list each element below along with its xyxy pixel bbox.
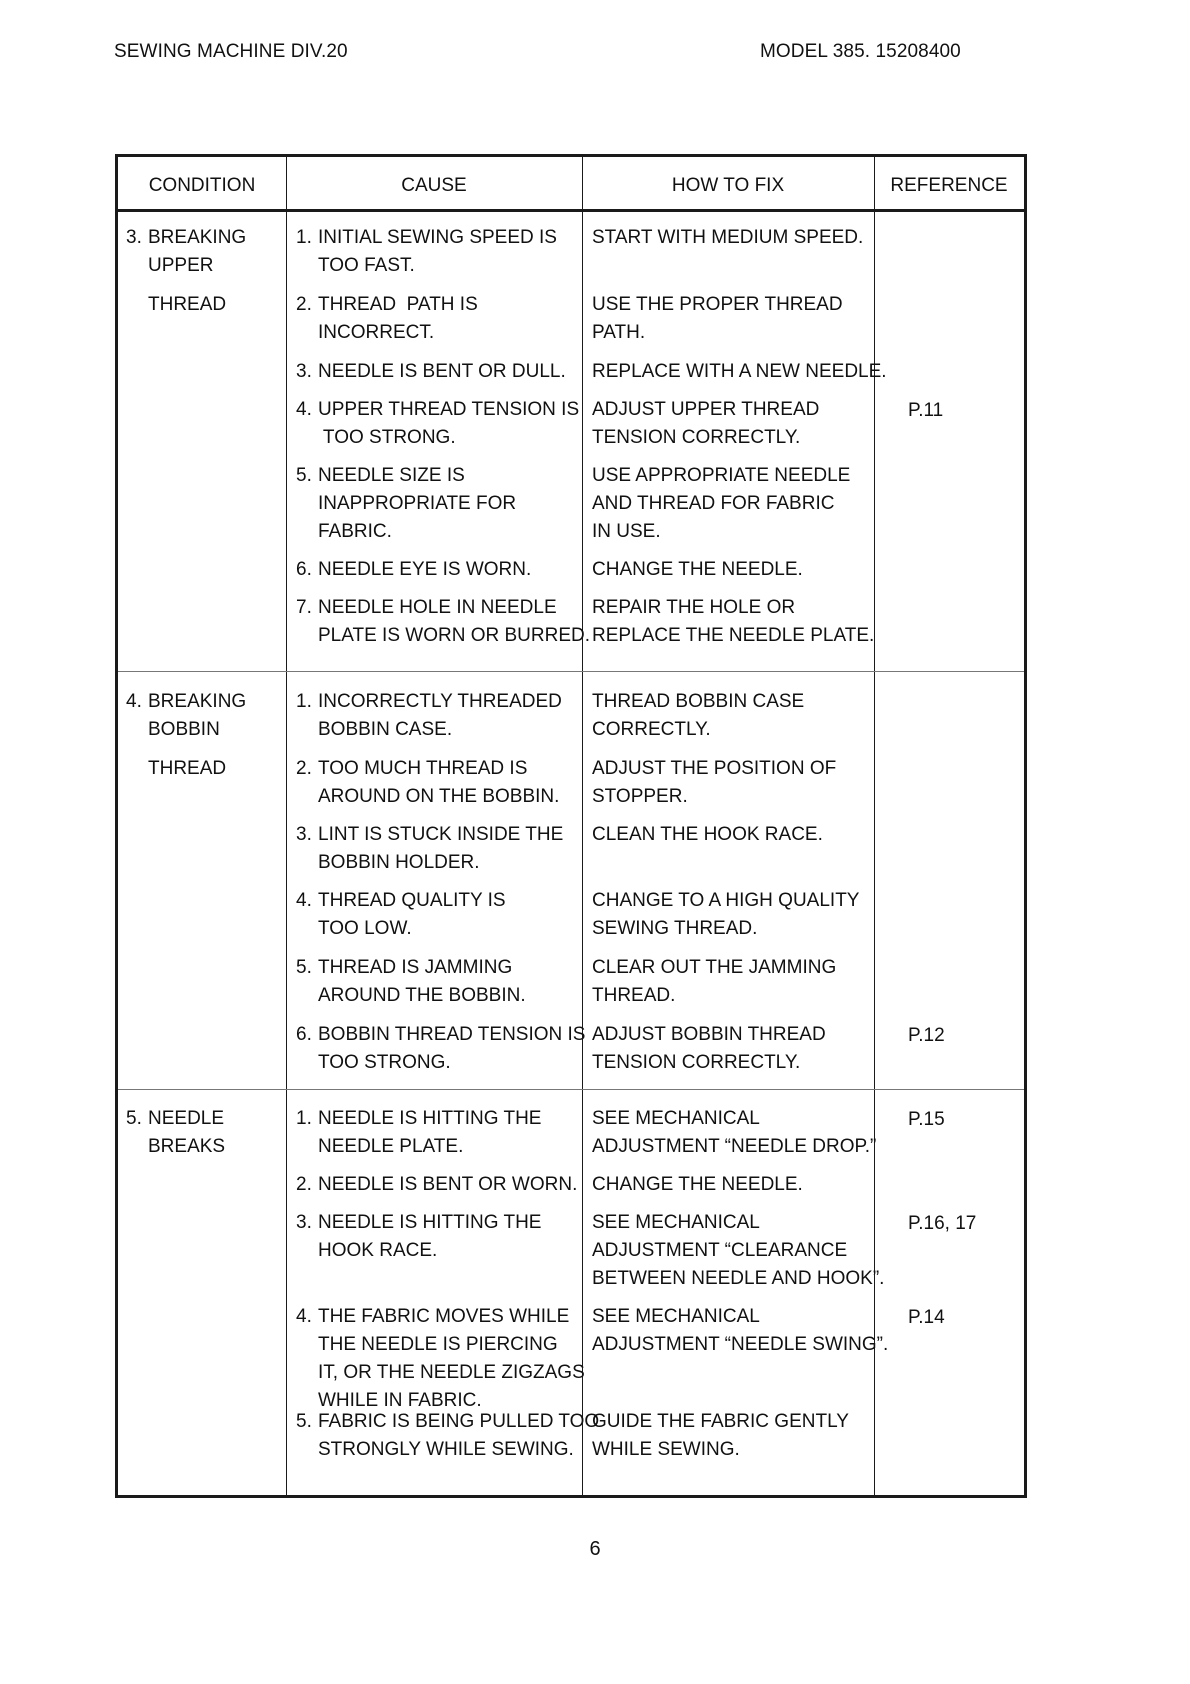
cause-number: 3.	[296, 1212, 312, 1233]
document-header-left: SEWING MACHINE DIV.20	[114, 41, 348, 62]
cause-text: LINT IS STUCK INSIDE THE	[318, 824, 564, 845]
fix-text: TENSION CORRECTLY.	[592, 1052, 801, 1073]
cause-number: 2.	[296, 1174, 312, 1195]
column-header-reference: REFERENCE	[890, 175, 1008, 196]
fix-text: WHILE SEWING.	[592, 1439, 740, 1460]
cause-text: AROUND ON THE BOBBIN.	[318, 786, 560, 807]
cause-text: STRONGLY WHILE SEWING.	[318, 1439, 574, 1460]
fix-cell	[592, 821, 823, 849]
cause-number: 3.	[296, 824, 312, 845]
cause-text: TOO FAST.	[318, 255, 415, 276]
cause-text: THREAD PATH IS	[318, 294, 478, 315]
condition-text: UPPER	[148, 255, 214, 276]
fix-cell	[592, 1408, 849, 1464]
cause-number: 4.	[296, 399, 312, 420]
fix-text: CLEAN THE HOOK RACE.	[592, 824, 823, 845]
fix-cell	[592, 594, 874, 650]
condition-text: THREAD	[148, 294, 227, 315]
cause-text: BOBBIN HOLDER.	[318, 852, 480, 873]
fix-text: CHANGE THE NEEDLE.	[592, 559, 803, 580]
cause-number: 1.	[296, 1108, 312, 1129]
cause-number: 5.	[296, 957, 312, 978]
cause-text: IT, OR THE NEEDLE ZIGZAGS	[318, 1362, 585, 1383]
cause-text: FABRIC.	[318, 521, 392, 542]
cause-cell	[296, 1171, 577, 1199]
cause-text: FABRIC IS BEING PULLED TOO	[318, 1411, 600, 1432]
fix-text: THREAD BOBBIN CASE	[592, 691, 805, 712]
column-header-fix: HOW TO FIX	[671, 175, 785, 196]
header-divider	[118, 209, 1024, 212]
cause-number: 2.	[296, 758, 312, 779]
cause-number: 5.	[296, 1411, 312, 1432]
fix-text: REPLACE THE NEEDLE PLATE.	[592, 625, 875, 646]
fix-text: BETWEEN NEEDLE AND HOOK”.	[592, 1268, 885, 1289]
section-divider	[118, 1089, 1024, 1090]
fix-cell	[592, 954, 836, 1010]
cause-cell	[296, 887, 506, 943]
cause-number: 3.	[296, 361, 312, 382]
fix-text: CLEAR OUT THE JAMMING	[592, 957, 837, 978]
fix-cell	[592, 1105, 876, 1161]
cause-number: 4.	[296, 890, 312, 911]
column-divider	[286, 157, 287, 1495]
fix-cell	[592, 396, 819, 452]
cause-number: 4.	[296, 1306, 312, 1327]
cause-number: 2.	[296, 294, 312, 315]
fix-text: GUIDE THE FABRIC GENTLY	[592, 1411, 849, 1432]
cause-text: TOO STRONG.	[318, 427, 456, 448]
reference-text: P.12	[908, 1025, 945, 1046]
cause-number: 6.	[296, 1024, 312, 1045]
cause-text: AROUND THE BOBBIN.	[318, 985, 526, 1006]
fix-cell	[592, 755, 836, 811]
cause-cell	[296, 1303, 585, 1415]
column-header-cause: CAUSE	[401, 175, 467, 196]
fix-text: STOPPER.	[592, 786, 688, 807]
cause-text: NEEDLE HOLE IN NEEDLE	[318, 597, 557, 618]
reference-text: P.16, 17	[908, 1213, 977, 1234]
fix-text: THREAD.	[592, 985, 676, 1006]
cause-number: 5.	[296, 465, 312, 486]
condition-text: BREAKING	[148, 227, 247, 248]
reference-text: P.14	[908, 1307, 945, 1328]
cause-text: BOBBIN CASE.	[318, 719, 453, 740]
cause-cell	[296, 1105, 541, 1161]
fix-text: ADJUST BOBBIN THREAD	[592, 1024, 826, 1045]
fix-text: IN USE.	[592, 521, 661, 542]
cause-cell	[296, 1209, 541, 1265]
fix-text: USE THE PROPER THREAD	[592, 294, 843, 315]
cause-text: TOO LOW.	[318, 918, 412, 939]
cause-number: 1.	[296, 227, 312, 248]
document-header-right: MODEL 385. 15208400	[760, 41, 961, 62]
condition-number: 5.	[126, 1108, 142, 1129]
fix-cell	[592, 1209, 884, 1293]
cause-number: 7.	[296, 597, 312, 618]
fix-text: CORRECTLY.	[592, 719, 711, 740]
fix-text: ADJUST UPPER THREAD	[592, 399, 820, 420]
fix-text: START WITH MEDIUM SPEED.	[592, 227, 864, 248]
cause-text: TOO MUCH THREAD IS	[318, 758, 528, 779]
fix-cell	[592, 1303, 888, 1359]
fix-text: CHANGE THE NEEDLE.	[592, 1174, 803, 1195]
fix-cell	[592, 887, 859, 943]
condition-text: THREAD	[148, 758, 227, 779]
fix-cell	[592, 556, 803, 584]
cause-cell	[296, 1408, 599, 1464]
cause-text: NEEDLE SIZE IS	[318, 465, 465, 486]
fix-cell	[592, 1021, 826, 1077]
cause-text: THREAD IS JAMMING	[318, 957, 513, 978]
fix-text: PATH.	[592, 322, 646, 343]
condition-text: BREAKS	[148, 1136, 226, 1157]
troubleshooting-table	[115, 154, 1027, 1498]
column-header-condition: CONDITION	[148, 175, 256, 196]
cause-number: 1.	[296, 691, 312, 712]
fix-cell	[592, 1171, 803, 1199]
cause-text: HOOK RACE.	[318, 1240, 438, 1261]
fix-cell	[592, 688, 804, 744]
fix-text: ADJUST THE POSITION OF	[592, 758, 837, 779]
cause-cell	[296, 594, 590, 650]
condition-text: NEEDLE	[148, 1108, 225, 1129]
cause-text: INITIAL SEWING SPEED IS	[318, 227, 557, 248]
cause-text: INCORRECT.	[318, 322, 435, 343]
cause-cell	[296, 755, 559, 811]
cause-text: NEEDLE IS HITTING THE	[318, 1108, 542, 1129]
cause-text: BOBBIN THREAD TENSION IS	[318, 1024, 586, 1045]
cause-text: THE NEEDLE IS PIERCING	[318, 1334, 558, 1355]
cause-cell	[296, 396, 579, 452]
condition-number: 4.	[126, 691, 142, 712]
cause-cell	[296, 821, 563, 877]
condition-number: 3.	[126, 227, 142, 248]
fix-text: SEWING THREAD.	[592, 918, 758, 939]
cause-text: PLATE IS WORN OR BURRED.	[318, 625, 591, 646]
cause-cell	[296, 462, 516, 546]
fix-text: TENSION CORRECTLY.	[592, 427, 801, 448]
fix-text: SEE MECHANICAL	[592, 1108, 760, 1129]
fix-text: USE APPROPRIATE NEEDLE	[592, 465, 851, 486]
cause-text: WHILE IN FABRIC.	[318, 1390, 482, 1411]
cause-cell	[296, 556, 531, 584]
fix-text: SEE MECHANICAL	[592, 1212, 760, 1233]
fix-text: ADJUSTMENT “CLEARANCE	[592, 1240, 848, 1261]
fix-cell	[592, 462, 850, 546]
cause-cell	[296, 954, 526, 1010]
cause-text: NEEDLE EYE IS WORN.	[318, 559, 532, 580]
section-divider	[118, 671, 1024, 672]
cause-text: INCORRECTLY THREADED	[318, 691, 562, 712]
fix-cell	[592, 291, 843, 347]
cause-cell	[296, 291, 478, 347]
condition-text: BOBBIN	[148, 719, 220, 740]
fix-text: CHANGE TO A HIGH QUALITY	[592, 890, 860, 911]
page-number: 6	[589, 1538, 601, 1560]
cause-text: THREAD QUALITY IS	[318, 890, 506, 911]
cause-text: NEEDLE IS BENT OR WORN.	[318, 1174, 578, 1195]
cause-cell	[296, 1021, 585, 1077]
fix-text: ADJUSTMENT “NEEDLE DROP.”	[592, 1136, 877, 1157]
reference-text: P.11	[908, 400, 944, 421]
fix-text: AND THREAD FOR FABRIC	[592, 493, 835, 514]
cause-cell	[296, 224, 557, 280]
fix-text: REPAIR THE HOLE OR	[592, 597, 796, 618]
cause-text: INAPPROPRIATE FOR	[318, 493, 517, 514]
cause-text: NEEDLE PLATE.	[318, 1136, 464, 1157]
reference-text: P.15	[908, 1109, 945, 1130]
fix-text: ADJUSTMENT “NEEDLE SWING”.	[592, 1334, 889, 1355]
column-divider	[582, 157, 583, 1495]
cause-text: UPPER THREAD TENSION IS	[318, 399, 580, 420]
cause-cell	[296, 688, 562, 744]
fix-cell	[592, 224, 863, 252]
fix-text: REPLACE WITH A NEW NEEDLE.	[592, 361, 887, 382]
condition-text: BREAKING	[148, 691, 247, 712]
cause-text: NEEDLE IS BENT OR DULL.	[318, 361, 566, 382]
cause-text: NEEDLE IS HITTING THE	[318, 1212, 542, 1233]
cause-number: 6.	[296, 559, 312, 580]
fix-cell	[592, 358, 887, 386]
cause-text: TOO STRONG.	[318, 1052, 451, 1073]
cause-cell	[296, 358, 566, 386]
cause-text: THE FABRIC MOVES WHILE	[318, 1306, 570, 1327]
fix-text: SEE MECHANICAL	[592, 1306, 760, 1327]
